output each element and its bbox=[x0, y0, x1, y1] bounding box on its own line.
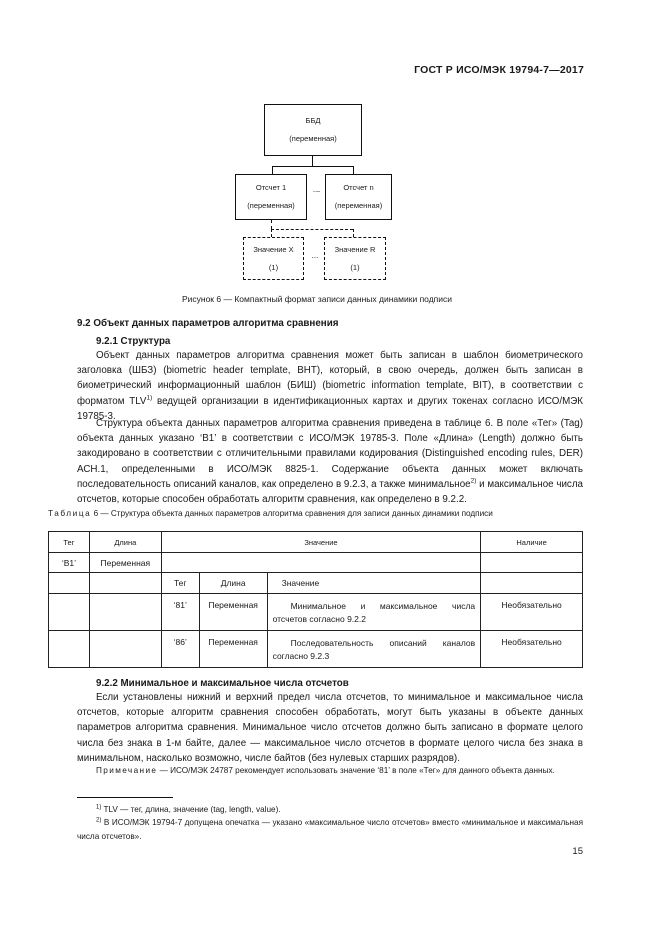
table-row-86 bbox=[49, 631, 583, 668]
cell-empty bbox=[481, 573, 583, 594]
value-x-box bbox=[243, 237, 304, 280]
table-caption-text: 6 — Структура объекта данных параметров алгоритма сравнения для записи данных динамики подписи bbox=[93, 509, 493, 518]
section-9-2-2-paragraph: Если установлены нижний и верхний предел числа отсчетов, то минимальное и максимальное числа отсчетов, которые алгоритм сравнения способен обработать, могут быть указаны в объекте данных параметров алгоритма сравнения. Минимальное число отсчетов должно быть записано в формате целого числа без знака в 1-м байте, далее — максимальное число отсчетов в формате целого числа без знака в минимальном, насколько возможно, числе байтов (без нулевых старших разрядов). bbox=[77, 692, 583, 764]
footnote-2-mark: 2) bbox=[96, 817, 102, 824]
table-header-row bbox=[49, 532, 583, 553]
p1-text-end: ведущей организации в идентификационных картах и других токенах согласно ИСО/МЭК 19785-3. bbox=[77, 395, 584, 422]
cell-86-length: Переменная bbox=[199, 631, 267, 668]
section-9-2-2-heading: 9.2.2 Минимальное и максимальное числа отсчетов bbox=[96, 678, 349, 689]
sample-1-label: Отсчет 1 bbox=[255, 183, 287, 192]
connector-right bbox=[353, 166, 354, 174]
section-9-2-1-paragraph-1 bbox=[77, 348, 583, 424]
value-r-sublabel: (1) bbox=[350, 263, 360, 272]
th-length: Длина bbox=[89, 532, 161, 553]
sbd-label: ББД bbox=[305, 116, 321, 125]
table-row-b1 bbox=[49, 553, 583, 573]
cell-81-length: Переменная bbox=[199, 594, 267, 631]
note-label: Примечание bbox=[96, 766, 158, 775]
section-9-2-1-heading: 9.2.1 Структура bbox=[96, 336, 171, 347]
cell-b1-length: Переменная bbox=[89, 553, 161, 573]
page-number: 15 bbox=[572, 846, 583, 857]
sbd-box bbox=[264, 104, 362, 156]
section-9-2-heading: 9.2 Объект данных параметров алгоритма сравнения bbox=[77, 318, 339, 329]
value-r-label: Значение R bbox=[334, 245, 376, 254]
inner-th-tag: Тег bbox=[161, 573, 199, 594]
cell-empty bbox=[89, 594, 161, 631]
connector-vertical bbox=[312, 156, 313, 166]
p1-text-start: Объект данных параметров алгоритма сравнения может быть записан в шаблон биометрического заголовка (ШБЗ) (biometric header template, BHT), который, в свою очередь, должен быть записан в биометрический информационный шаблон (БИШ) (biometric information template, BIT), в соответствии с форматом TLV bbox=[77, 350, 583, 407]
inner-th-length: Длина bbox=[199, 573, 267, 594]
value-r-box bbox=[324, 237, 386, 280]
document-header: ГОСТ Р ИСО/МЭК 19794-7—2017 bbox=[414, 64, 584, 76]
footnote-1-mark: 1) bbox=[96, 804, 102, 811]
cell-empty bbox=[49, 573, 90, 594]
footnote-separator bbox=[77, 797, 173, 798]
note bbox=[77, 764, 583, 778]
cell-b1-presence bbox=[481, 553, 583, 573]
cell-86-presence: Необязательно bbox=[481, 631, 583, 668]
dashed-connector-horizontal bbox=[271, 229, 353, 230]
table-inner-header-row bbox=[49, 573, 583, 594]
figure-caption: Рисунок 6 — Компактный формат записи данных динамики подписи bbox=[181, 294, 453, 304]
sample-n-label: Отсчет n bbox=[343, 183, 374, 192]
footnote-1 bbox=[96, 803, 583, 817]
cell-81-presence: Необязательно bbox=[481, 594, 583, 631]
cell-empty bbox=[49, 594, 90, 631]
p2-text-start: Структура объекта данных параметров алгоритма сравнения приведена в таблице 6. В поле «Тег» (Tag) объекта данных указано ‘B1’ в соответствии с ИСО/МЭК 19785-3. Поле «Длина» (Length) должно быть закодировано в соответствии с отличительными правилами кодирования (Distinguished encoding rules, DER) АСН.1, определенными в ИСО/МЭК 8825-1. Содержание объекта данных может включать последовательность описаний каналов, как определено в 9.2.3, а также минимальное bbox=[77, 418, 583, 490]
footnote-ref-2[interactable]: 2) bbox=[470, 477, 477, 485]
th-presence: Наличие bbox=[481, 532, 583, 553]
footnote-1-text: TLV — тег, длина, значение (tag, length, value). bbox=[101, 805, 281, 814]
values-ellipsis: ... bbox=[311, 251, 319, 260]
connector-horizontal bbox=[272, 166, 354, 167]
section-9-2-1-paragraph-2 bbox=[77, 416, 583, 507]
cell-86-value: Последовательность описаний каналов согласно 9.2.3 bbox=[267, 631, 481, 668]
p2-text-end: и максимальное числа отсчетов, которые способен обработать алгоритм сравнения, как определено в 9.2.2. bbox=[77, 478, 583, 506]
footnote-ref-1[interactable]: 1) bbox=[146, 394, 153, 402]
cell-b1-tag: ‘B1’ bbox=[49, 553, 90, 573]
sample-1-sublabel: (переменная) bbox=[247, 201, 295, 210]
cell-81-tag: ‘81’ bbox=[161, 594, 199, 631]
sample-1-box bbox=[235, 174, 307, 220]
cell-81-value: Минимальное и максимальное числа отсчетов согласно 9.2.2 bbox=[267, 594, 481, 631]
th-tag: Тег bbox=[49, 532, 90, 553]
cell-empty bbox=[89, 631, 161, 668]
table-caption-label: Таблица bbox=[48, 509, 92, 518]
inner-th-value: Значение bbox=[267, 573, 481, 594]
table-6-caption bbox=[48, 509, 588, 518]
footnote-2 bbox=[77, 816, 583, 843]
dashed-connector-left bbox=[271, 220, 272, 229]
cell-empty bbox=[89, 573, 161, 594]
cell-b1-value bbox=[161, 553, 480, 573]
dashed-connector-right bbox=[353, 229, 354, 237]
table-6 bbox=[48, 531, 583, 668]
cell-empty bbox=[49, 631, 90, 668]
sample-n-box bbox=[325, 174, 392, 220]
connector-left bbox=[272, 166, 273, 174]
value-x-label: Значение X bbox=[253, 245, 294, 254]
footnote-2-text: В ИСО/МЭК 19794-7 допущена опечатка — указано «максимальное число отсчетов» вместо «минимальное и максимальная числа отсчетов». bbox=[77, 818, 583, 841]
dashed-connector-left-down bbox=[271, 229, 272, 237]
table-row-81 bbox=[49, 594, 583, 631]
samples-ellipsis: ...... bbox=[312, 188, 320, 194]
note-text: — ИСО/МЭК 24787 рекомендует использовать значение ‘81’ в поле «Тег» для данного объекта данных. bbox=[157, 766, 555, 775]
cell-86-tag: ‘86’ bbox=[161, 631, 199, 668]
value-x-sublabel: (1) bbox=[268, 263, 279, 272]
sample-n-sublabel: (переменная) bbox=[334, 201, 383, 210]
sbd-sublabel: (переменная) bbox=[289, 134, 337, 143]
th-value: Значение bbox=[161, 532, 480, 553]
